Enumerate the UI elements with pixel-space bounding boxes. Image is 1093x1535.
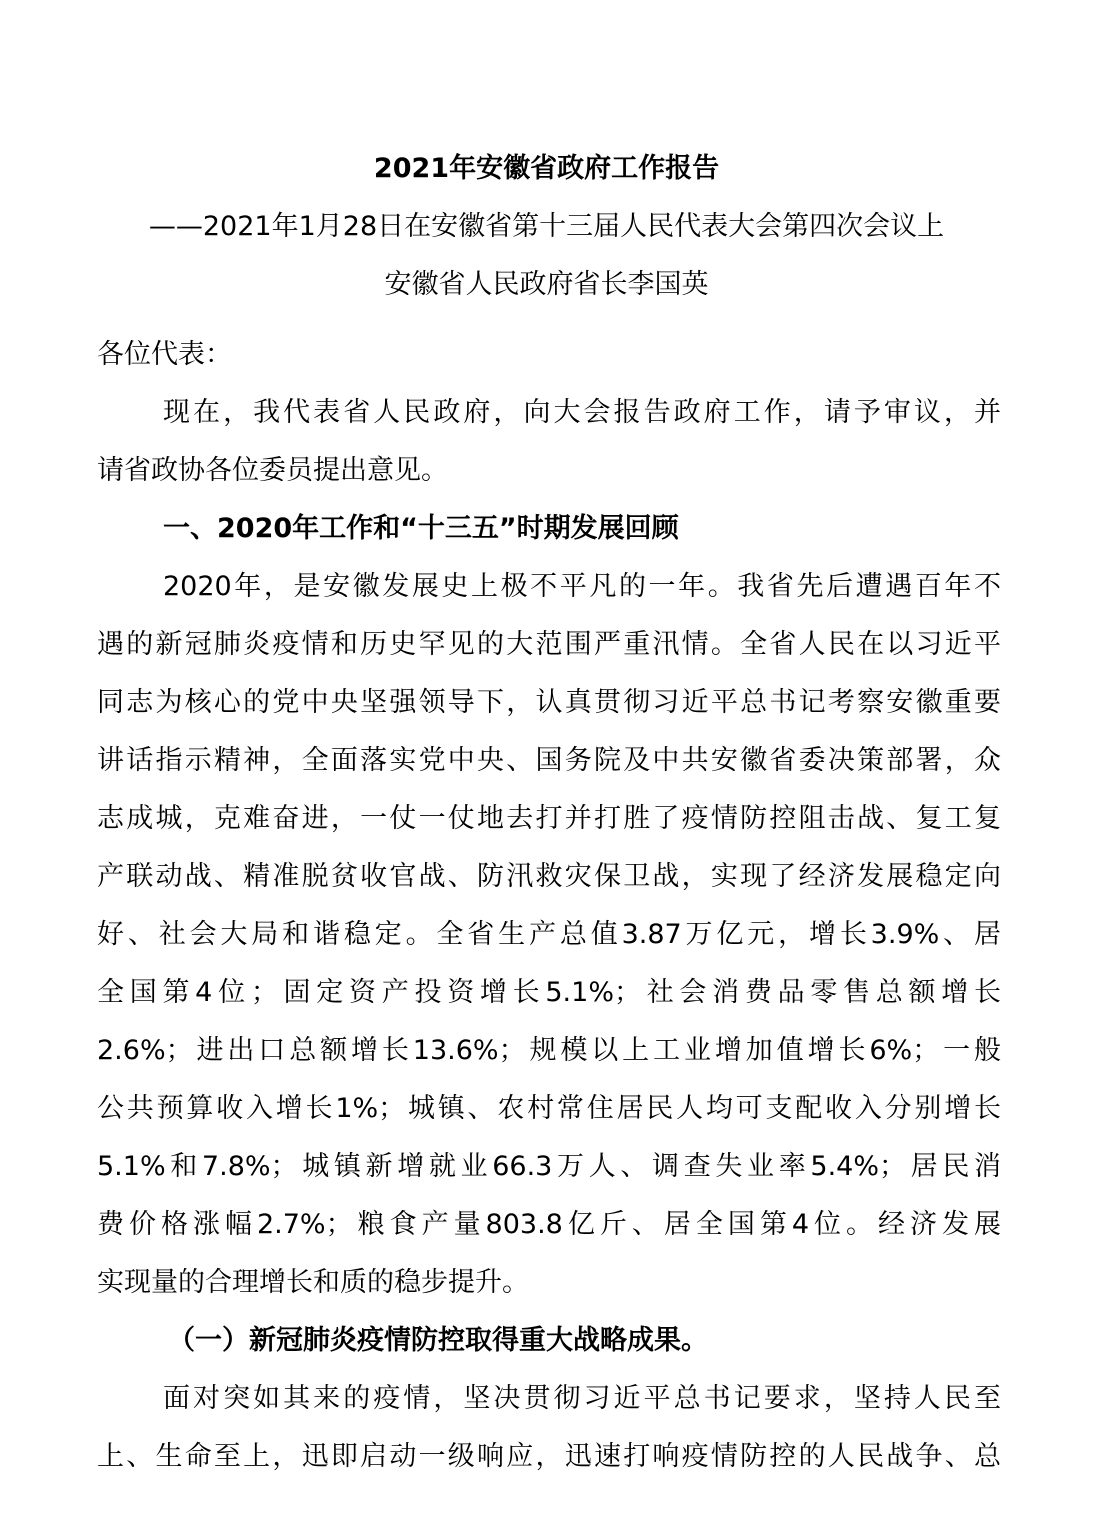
paragraph-line: 费价格涨幅2.7%；粮食产量803.8亿斤、居全国第4位。经济发展	[97, 1209, 1001, 1240]
salutation: 各位代表：	[97, 339, 232, 370]
paragraph-line: 讲话指示精神，全面落实党中央、国务院及中共安徽省委决策部署，众	[97, 745, 1001, 776]
section-heading: 一、2020年工作和“十三五”时期发展回顾	[163, 513, 679, 544]
paragraph-line: 全国第4位；固定资产投资增长5.1%；社会消费品零售总额增长	[97, 977, 1001, 1008]
paragraph-line: 实现量的合理增长和质的稳步提升。	[97, 1267, 529, 1298]
paragraph-line: 同志为核心的党中央坚强领导下，认真贯彻习近平总书记考察安徽重要	[97, 687, 1001, 718]
paragraph-line: 5.1%和7.8%；城镇新增就业66.3万人、调查失业率5.4%；居民消	[97, 1151, 1001, 1182]
paragraph-line: 2020年，是安徽发展史上极不平凡的一年。我省先后遭遇百年不	[163, 571, 1001, 602]
paragraph-line: 2.6%；进出口总额增长13.6%；规模以上工业增加值增长6%；一般	[97, 1035, 1001, 1066]
document-subtitle-line-2: 安徽省人民政府省长李国英	[384, 269, 709, 300]
paragraph-line: 遇的新冠肺炎疫情和历史罕见的大范围严重汛情。全省人民在以习近平	[97, 629, 1001, 660]
intro-line: 请省政协各位委员提出意见。	[97, 455, 448, 486]
subsection-heading: （一）新冠肺炎疫情防控取得重大战略成果。	[168, 1325, 708, 1356]
paragraph-line: 面对突如其来的疫情，坚决贯彻习近平总书记要求，坚持人民至	[163, 1383, 1001, 1414]
paragraph-line: 公共预算收入增长1%；城镇、农村常住居民人均可支配收入分别增长	[97, 1093, 1001, 1124]
paragraph-line: 志成城，克难奋进，一仗一仗地去打并打胜了疫情防控阻击战、复工复	[97, 803, 1001, 834]
paragraph-line: 产联动战、精准脱贫收官战、防汛救灾保卫战，实现了经济发展稳定向	[97, 861, 1001, 892]
intro-line: 现在，我代表省人民政府，向大会报告政府工作，请予审议，并	[163, 397, 1001, 428]
document-subtitle-line-1: ——2021年1月28日在安徽省第十三届人民代表大会第四次会议上	[148, 211, 945, 242]
paragraph-line: 上、生命至上，迅即启动一级响应，迅速打响疫情防控的人民战争、总	[97, 1441, 1001, 1472]
paragraph-line: 好、社会大局和谐稳定。全省生产总值3.87万亿元，增长3.9%、居	[97, 919, 1001, 950]
document-title: 2021年安徽省政府工作报告	[373, 153, 720, 184]
